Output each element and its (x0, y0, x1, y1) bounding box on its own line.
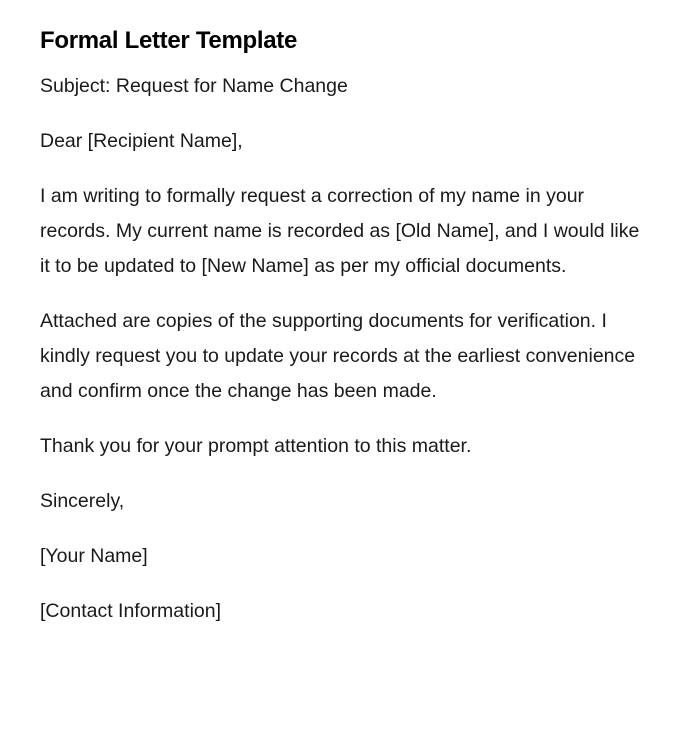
letter-closing: Sincerely, (40, 490, 125, 512)
letter-contact-info: [Contact Information] (40, 600, 222, 622)
letter-document (40, 24, 640, 629)
letter-salutation: Dear [Recipient Name], (40, 130, 243, 152)
letter-body-paragraph-1: I am writing to formally request a correction of my name in your records. My current name is recorded as [Old Name], and I would like it to be updated to [New Name] as per my official documents. (40, 185, 640, 277)
letter-body-paragraph-2: Attached are copies of the supporting documents for verification. I kindly request you to update your records at the earliest convenience and confirm once the change has been made. (40, 310, 636, 402)
letter-subject: Subject: Request for Name Change (40, 75, 348, 97)
letter-body-paragraph-3: Thank you for your prompt attention to this matter. (40, 435, 472, 457)
page-title: Formal Letter Template (40, 27, 298, 54)
letter-signature-name: [Your Name] (40, 545, 148, 567)
